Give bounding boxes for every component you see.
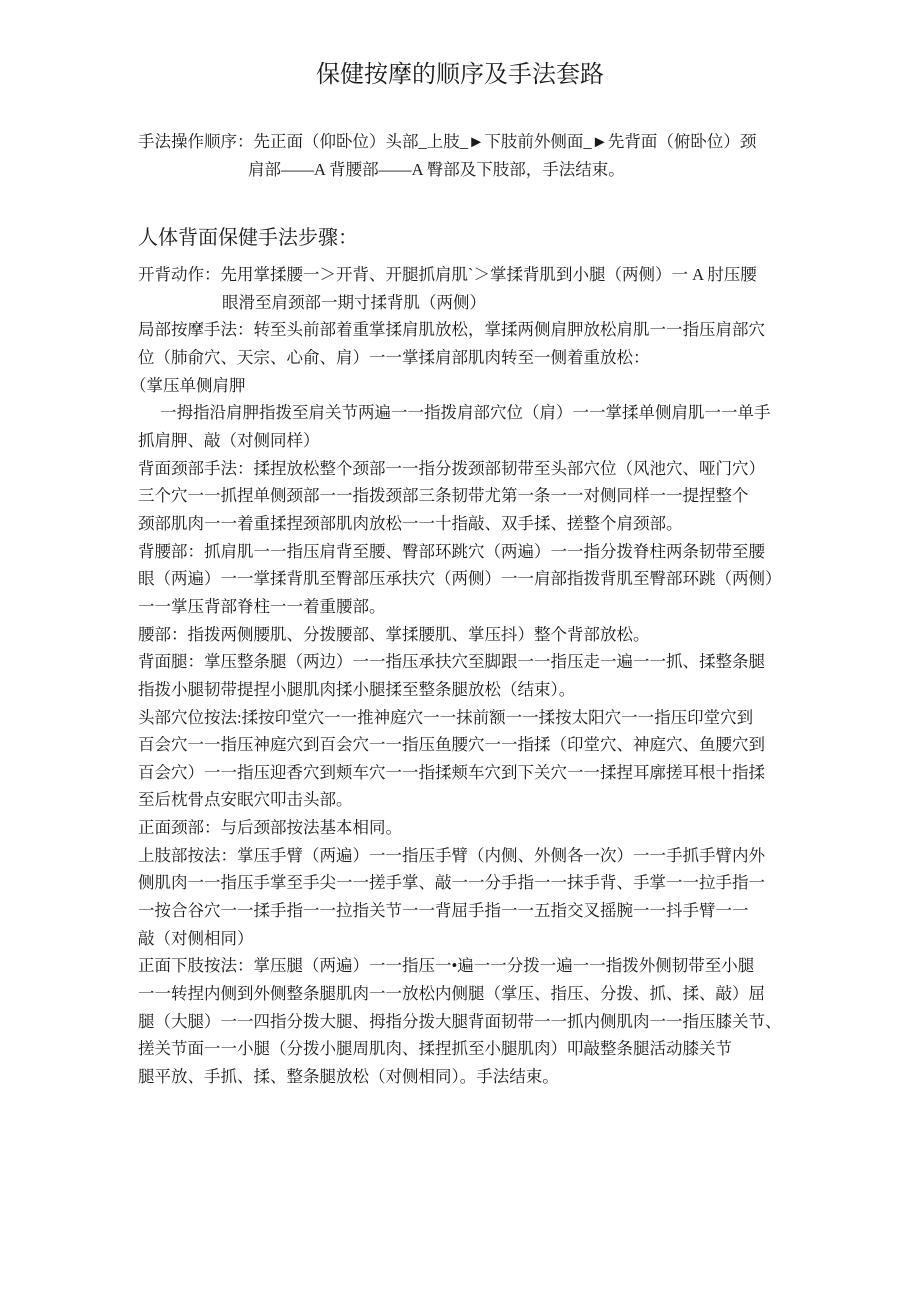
paragraph-palm-press-shoulder [130, 372, 838, 400]
text-line: 正面颈部：与后颈部按法基本相同。 [138, 818, 402, 838]
text-line: 肩部——A 背腰部——A 臀部及下肢部，手法结束。 [248, 160, 625, 179]
text-line: 背面颈部手法：揉捏放松整个颈部一一指分拨颈部韧带至头部穴位（风池穴、哑门穴） [138, 458, 765, 478]
paragraph-thumb-shoulder [138, 399, 838, 454]
section-heading: 人体背面保健手法步骤： [138, 227, 358, 249]
text-line: 背腰部：抓肩肌一一指压肩背至腰、臀部环跳穴（两遍）一一指分拨脊柱两条韧带至腰 [138, 541, 765, 561]
text-line: 三个穴一一抓捏单侧颈部一一指拨颈部三条韧带尤第一条一一对侧同样一一提捏整个 [138, 486, 749, 506]
document-title: 保健按摩的顺序及手法套路 [316, 62, 604, 88]
text-line: 指拨小腿韧带提捏小腿肌肉揉小腿揉至整条腿放松（结束）。 [138, 679, 576, 699]
paragraph-waist [138, 621, 838, 649]
text-line: 腿（大腿）一一四指分拨大腿、拇指分拨大腿背面韧带一一抓内侧肌肉一一指压膝关节、 [138, 1011, 782, 1031]
text-line: 侧肌肉一一指压手掌至手尖一一搓手掌、敲一一分手指一一抹手背、手掌一一拉手指一 [138, 873, 765, 893]
text-line: 位（肺俞穴、天宗、心俞、肩）一一掌揉肩部肌肉转至一侧着重放松： [138, 347, 650, 367]
text-line: 手法操作顺序：先正面（仰卧位）头部_上肢_►下肢前外侧面_►先背面（俯卧位）颈 [138, 132, 757, 151]
paragraph-local-massage [138, 316, 838, 371]
text-line: 正面下肢按法：掌压腿（两遍）一一指压一•遍一一分拨一遍一一指拨外侧韧带至小腿 [138, 956, 755, 976]
text-line: 抓肩胛、敲（对侧同样） [138, 430, 320, 450]
text-line: 一按合谷穴一一揉手指一一拉指关节一一背屈手指一一五指交叉摇腕一一抖手臂一一 [138, 901, 749, 921]
section-body [130, 261, 838, 1091]
text-line: 腿平放、手抓、揉、整条腿放松（对侧相同）。手法结束。 [138, 1067, 559, 1087]
text-line: 上肢部按法：掌压手臂（两遍）一一指压手臂（内侧、外侧各一次）一一手抓手臂内外 [138, 845, 765, 865]
text-line: 一一转捏内侧到外侧整条腿肌肉一一放松内侧腿（掌压、指压、分拨、抓、揉、敲）屈 [138, 984, 765, 1004]
text-line: 眼（两遍）一一掌揉背肌至臀部压承扶穴（两侧）一一肩部指拨背肌至臀部环跳（两侧） [138, 569, 782, 589]
paragraph-open-back [138, 261, 838, 316]
text-line: 一一掌压背部脊柱一一着重腰部。 [138, 596, 386, 616]
text-line: 局部按摩手法：转至头前部着重掌揉肩肌放松，掌揉两侧肩胛放松肩肌一一指压肩部穴 [138, 320, 765, 340]
text-line: 百会穴）一一指压迎香穴到颊车穴一一指揉颊车穴到下关穴一一揉捏耳廓搓耳根十指揉 [138, 762, 765, 782]
paragraph-front-neck [138, 814, 838, 842]
text-line: 开背动作：先用掌揉腰一＞开背、开腿抓肩肌`＞掌揉背肌到小腿（两侧）一 A 肘压腰 [138, 265, 757, 284]
text-line: 腰部：指拨两侧腰肌、分拨腰部、掌揉腰肌、掌压抖）整个背部放松。 [138, 624, 650, 644]
intro-paragraph-order [138, 128, 756, 184]
paragraph-back-waist [138, 538, 838, 621]
paragraph-head-acupoints [138, 704, 838, 815]
paragraph-front-lower-limbs [138, 952, 838, 1090]
text-line: 头部穴位按法:揉按印堂穴一一推神庭穴一一抹前额一一揉按太阳穴一一指压印堂穴到 [138, 707, 754, 727]
paragraph-upper-limbs [138, 842, 838, 953]
text-line: 眼滑至肩颈部一期寸揉背肌（两侧） [222, 292, 486, 312]
text-line: 搓关节面一一小腿（分拨小腿周肌肉、揉捏抓至小腿肌肉）叩敲整条腿活动膝关节 [138, 1039, 732, 1059]
text-line: 敲（对侧相同） [138, 928, 254, 948]
text-line: 百会穴一一指压神庭穴到百会穴一一指压鱼腰穴一一指揉（印堂穴、神庭穴、鱼腰穴到 [138, 735, 765, 755]
paragraph-back-neck [138, 455, 838, 538]
text-line: （掌压单侧肩胛 [130, 375, 246, 395]
text-line: 一拇指沿肩胛指拨至肩关节两遍一一指拨肩部穴位（肩）一一掌揉单侧肩肌一一单手 [160, 403, 771, 423]
paragraph-back-legs [138, 648, 838, 703]
text-line: 背面腿：掌压整条腿（两边）一一指压承扶穴至脚跟一一指压走一遍一一抓、揉整条腿 [138, 652, 765, 672]
text-line: 颈部肌肉一一着重揉捏颈部肌肉放松一一十指敲、双手揉、搓整个肩颈部。 [138, 513, 683, 533]
text-line: 至后枕骨点安眠穴叩击头部。 [138, 790, 353, 810]
